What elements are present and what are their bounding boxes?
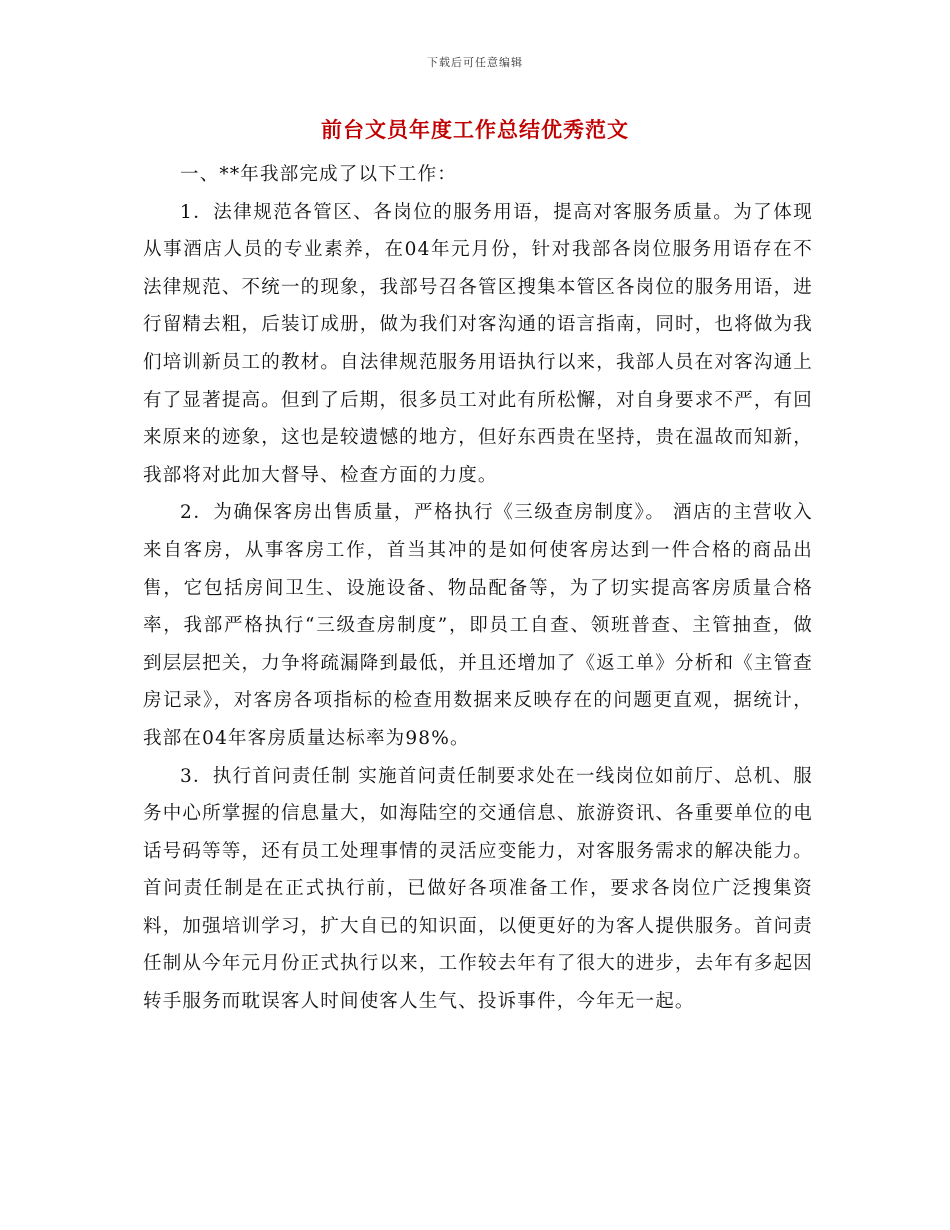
document-body — [143, 156, 813, 1021]
header-note: 下载后可任意编辑 — [427, 56, 523, 69]
paragraph-3: 3．执行首问责任制 实施首问责任制要求处在一线岗位如前厅、总机、服务中心所掌握的信息量大，如海陆空的交通信息、旅游资讯、各重要单位的电话号码等等，还有员工处理事情的灵活应变能力，对客服务需求的解决能力。首问责任制是在正式执行前，已做好各项准备工作，要求各岗位广泛搜集资料，加强培训学习，扩大自已的知识面，以便更好的为客人提供服务。首问责任制从今年元月份正式执行以来，工作较去年有了很大的进步，去年有多起因转手服务而耽误客人时间使客人生气、投诉事件，今年无一起。 — [143, 765, 813, 1013]
document-title: 前台文员年度工作总结优秀范文 — [321, 117, 629, 142]
paragraph-2: 2．为确保客房出售质量，严格执行《三级查房制度》。 酒店的主营收入来自客房，从事客房工作，首当其冲的是如何使客房达到一件合格的商品出售，它包括房间卫生、设施设备、物品配备等，为了切实提高客房质量合格率，我部严格执行“三级查房制度”，即员工自查、领班普查、主管抽查，做到层层把关，力争将疏漏降到最低，并且还增加了《返工单》分析和《主管查房记录》，对客房各项指标的检查用数据来反映存在的问题更直观，据统计，我部在04年客房质量达标率为98%。 — [143, 502, 813, 749]
paragraph-1: 1．法律规范各管区、各岗位的服务用语，提高对客服务质量。为了体现从事酒店人员的专业素养，在04年元月份，针对我部各岗位服务用语存在不法律规范、不统一的现象，我部号召各管区搜集本管区各岗位的服务用语，进行留精去粗，后装订成册，做为我们对客沟通的语言指南，同时，也将做为我们培训新员工的教材。自法律规范服务用语执行以来，我部人员在对客沟通上有了显著提高。但到了后期，很多员工对此有所松懈，对自身要求不严，有回来原来的迹象，这也是较遗憾的地方，但好东西贵在坚持，贵在温故而知新，我部将对此加大督导、检查方面的力度。 — [143, 201, 813, 486]
section-heading: 一、**年我部完成了以下工作： — [180, 164, 458, 185]
